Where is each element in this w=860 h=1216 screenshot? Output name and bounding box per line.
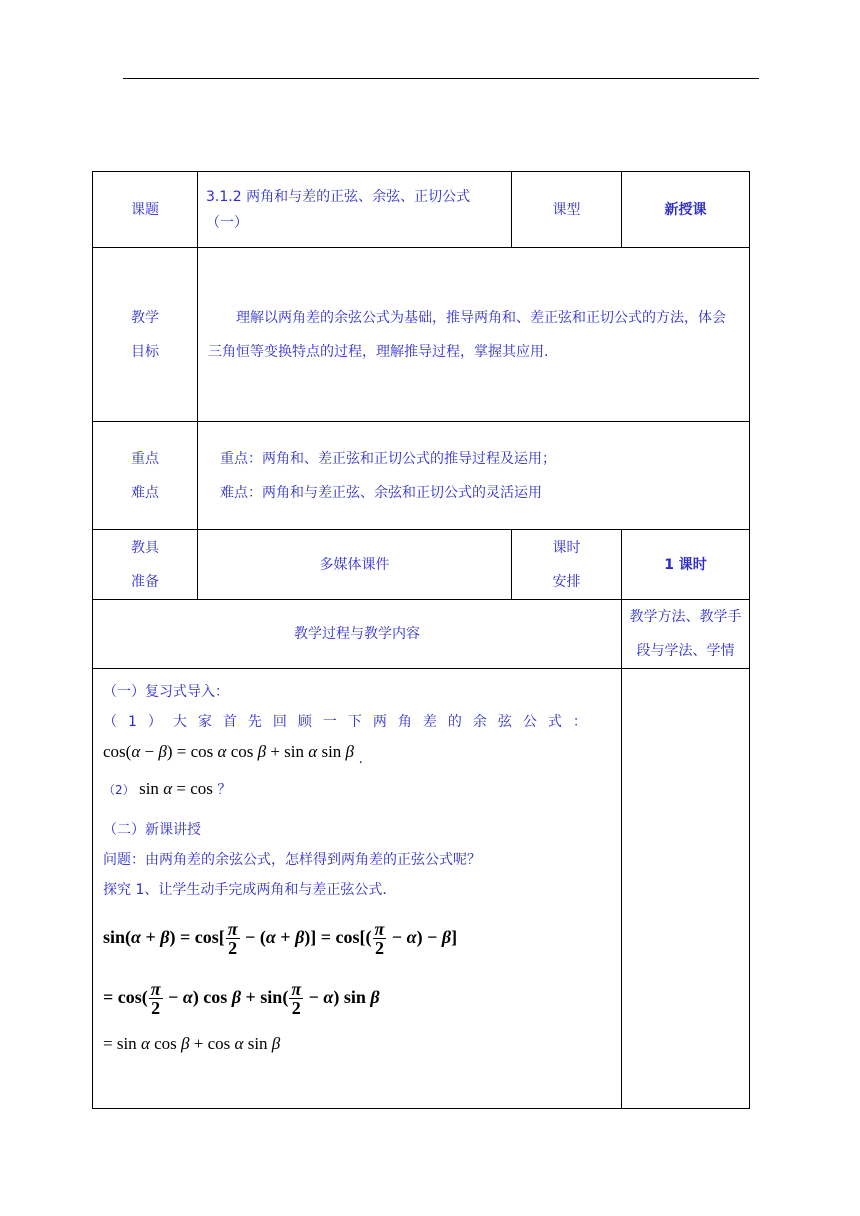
question: 问题：由两角差的余弦公式，怎样得到两角差的正弦公式呢？ — [103, 852, 481, 868]
row-tools — [93, 530, 750, 600]
objectives-text: 理解以两角差的余弦公式为基础，推导两角和、差正弦和正切公式的方法，体会三角恒等变换特点的过程，理解推导过程，掌握其应用. — [198, 248, 750, 422]
row-key-points — [93, 422, 750, 530]
keypoints-label-line2: 难点 — [131, 484, 159, 501]
time-value: 1 课时 — [622, 530, 750, 600]
derivation-line-3: = sin α cos β + cos α sin β — [103, 1034, 281, 1053]
row-headers — [93, 600, 750, 669]
section-review: （一）复习式导入： — [103, 684, 229, 700]
method-notes — [622, 669, 750, 1109]
method-header — [622, 600, 750, 669]
keypoints-text — [198, 422, 750, 530]
tools-value: 多媒体课件 — [198, 530, 512, 600]
objectives-label-line1: 教学 — [131, 309, 159, 326]
topic-label: 课题 — [93, 172, 198, 248]
derivation-line-1: sin(α + β) = cos[ $\frac{\pi}{2}$ − (α + β)] = cos[( $\frac{\pi}{2}$ − α) − β] — [103, 919, 458, 959]
item2-suffix: ？ — [217, 782, 232, 798]
row-topic — [93, 172, 750, 248]
time-label — [512, 530, 622, 600]
difficulty-point: 难点：两角和与差正弦、余弦和正切公式的灵活运用 — [220, 484, 542, 501]
tools-label — [93, 530, 198, 600]
lesson-type-label: 课型 — [512, 172, 622, 248]
topic-title-line2: （一） — [206, 214, 248, 231]
period: . — [358, 751, 363, 767]
tools-label-line2: 准备 — [131, 573, 159, 590]
review-item-1: （1）大家首先回顾一下两角差的余弦公式： — [103, 714, 598, 730]
item2-prefix: （2） — [103, 783, 135, 797]
explore-1: 探究 1、让学生动手完成两角和与差正弦公式. — [103, 882, 387, 898]
keypoints-label — [93, 422, 198, 530]
row-objectives — [93, 248, 750, 422]
section-new-lesson: （二）新课讲授 — [103, 822, 201, 838]
time-label-line1: 课时 — [552, 539, 581, 556]
method-header-line1: 教学方法、教学手 — [629, 609, 742, 625]
key-point: 重点：两角和、差正弦和正切公式的推导过程及运用； — [220, 450, 556, 467]
keypoints-label-line1: 重点 — [131, 450, 159, 467]
lesson-plan-table — [92, 171, 750, 1109]
objectives-label — [93, 248, 198, 422]
row-content — [93, 669, 750, 1109]
review-item-2: （2） sin α = cos ？ — [103, 779, 232, 798]
topic-title — [198, 172, 512, 248]
method-header-line2: 段与学法、学情 — [636, 643, 735, 659]
header-rule — [123, 78, 759, 79]
process-header: 教学过程与教学内容 — [93, 600, 622, 669]
objectives-label-line2: 目标 — [131, 343, 159, 360]
lesson-content — [93, 669, 622, 1109]
lesson-type-value: 新授课 — [622, 172, 750, 248]
topic-title-line1: 3.1.2 两角和与差的正弦、余弦、正切公式 — [206, 188, 471, 205]
derivation-line-2: = cos( $\frac{\pi}{2}$ − α) cos β + sin( $\frac{\pi}{2}$ − α) sin β — [103, 979, 380, 1019]
tools-label-line1: 教具 — [131, 539, 159, 556]
time-label-line2: 安排 — [552, 573, 581, 590]
formula-cos-difference: cos(α − β) = cos α cos β + sin α sin β . — [103, 742, 363, 767]
